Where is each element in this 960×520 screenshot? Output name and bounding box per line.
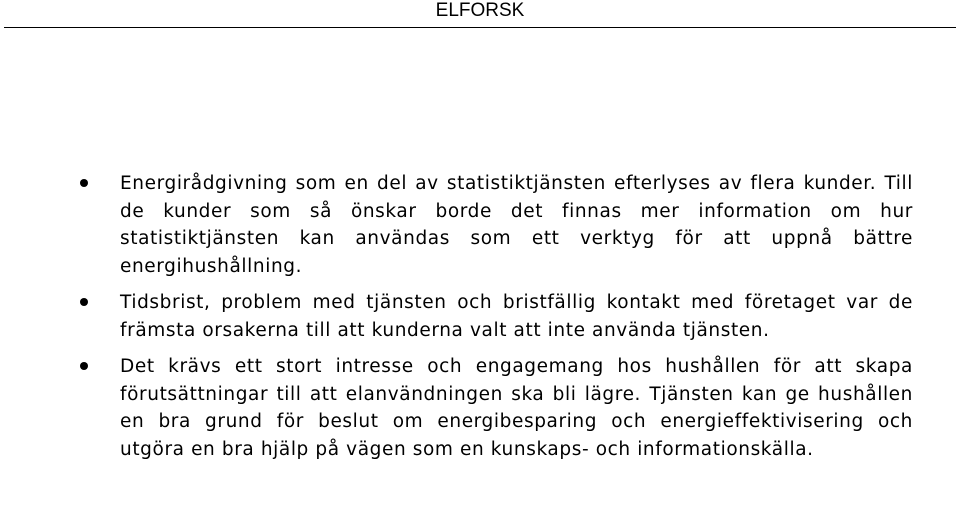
- bullet-list: [0, 170, 960, 472]
- bullet-text: Tidsbrist, problem med tjänsten och bristfällig kontakt med företaget var de främsta orsakerna till att kunderna valt att inte använda tjänsten.: [120, 292, 913, 341]
- bullet-item: [0, 353, 960, 463]
- header-divider: [4, 27, 956, 28]
- header-title: ELFORSK: [435, 0, 525, 21]
- bullet-text: Det krävs ett stort intresse och engagemang hos hushållen för att skapa förutsättningar till att elanvändningen ska bli lägre. Tjänsten kan ge hushållen en bra grund för beslut om energibesparing och energieffektivisering och utgöra en bra hjälp på vägen som en kunskaps- och informationskälla.: [120, 356, 913, 460]
- bullet-point-icon: [80, 298, 88, 306]
- bullet-item: [0, 289, 960, 344]
- bullet-text: Energirådgivning som en del av statistiktjänsten efterlyses av flera kunder. Till de kunder som så önskar borde det finnas mer information om hur statistiktjänsten kan användas som ett verktyg för att uppnå bättre energihushållning.: [120, 173, 913, 277]
- page-header: [0, 0, 960, 29]
- bullet-point-icon: [80, 362, 88, 370]
- bullet-point-icon: [80, 179, 88, 187]
- bullet-item: [0, 170, 960, 280]
